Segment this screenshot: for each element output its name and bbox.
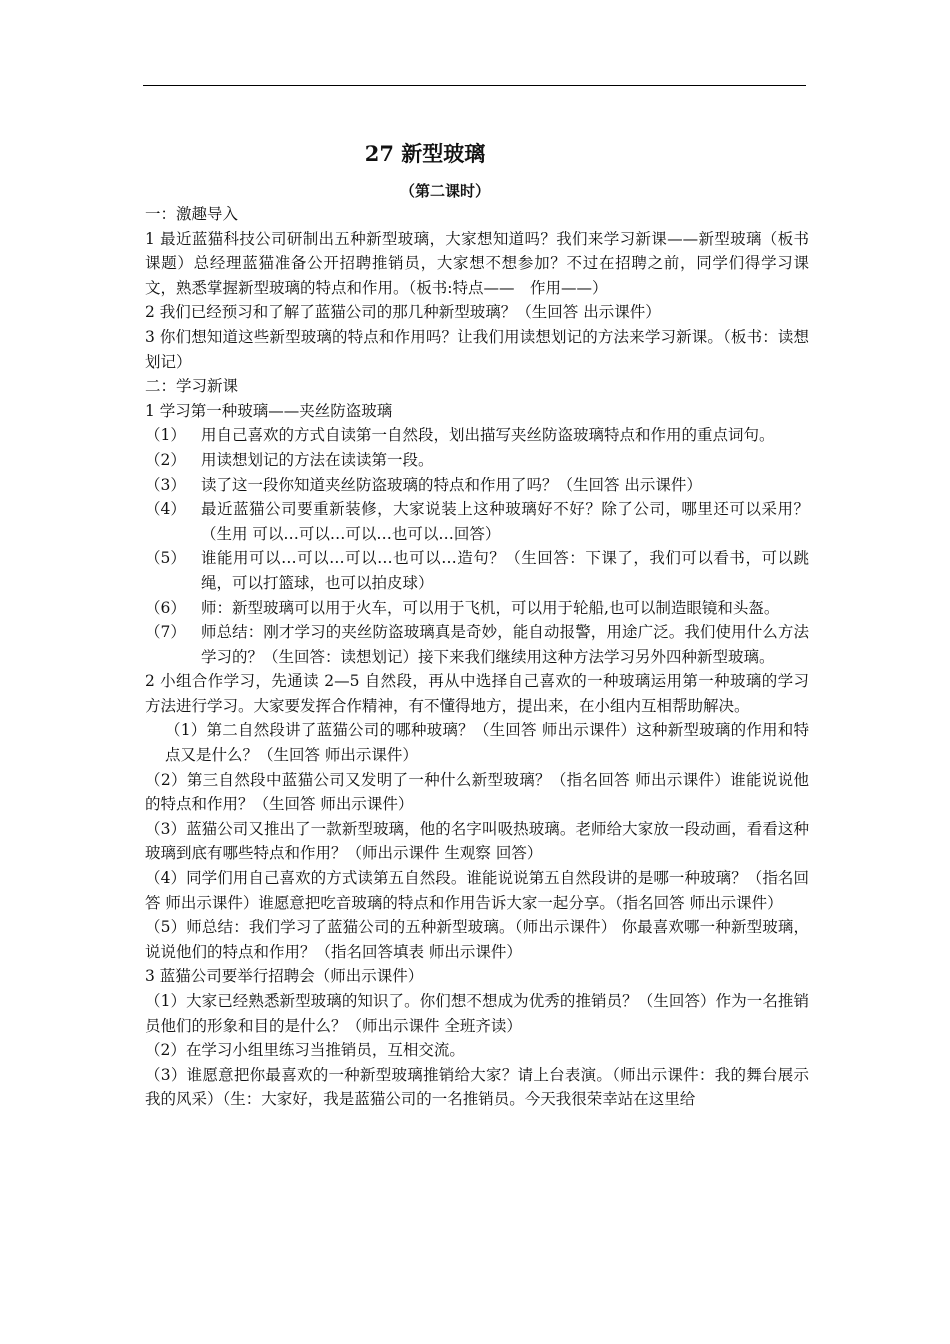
page-subtitle: （第二课时） bbox=[399, 182, 490, 200]
step-text: 谁能用可以…可以…可以…也可以…造句？（生回答：下课了，我们可以看书，可以跳绳，可以打篮球，也可以拍皮球） bbox=[201, 549, 809, 592]
paragraph: 2 小组合作学习，先通读 2—5 自然段，再从中选择自己喜欢的一种玻璃运用第一种玻璃的学习方法进行学习。大家要发挥合作精神，有不懂得地方，提出来，在小组内互相帮助解决。 bbox=[145, 672, 809, 715]
numbered-step bbox=[145, 596, 809, 621]
numbered-step bbox=[145, 423, 809, 448]
page-title: 27 新型玻璃 bbox=[364, 141, 486, 166]
section-heading-new-lesson: 二：学习新课 bbox=[145, 377, 239, 396]
step-number: （2） bbox=[145, 450, 186, 469]
numbered-step bbox=[145, 473, 809, 498]
header-rule bbox=[143, 85, 806, 86]
group-question: （3）蓝猫公司又推出了一款新型玻璃，他的名字叫吸热玻璃。老师给大家放一段动画，看看这种玻璃到底有哪些特点和作用？（师出示课件 生观察 回答） bbox=[145, 819, 809, 863]
step-number: （4） bbox=[145, 500, 186, 519]
hiring-step: （1）大家已经熟悉新型玻璃的知识了。你们想不想成为优秀的推销员？（生回答）作为一名推销员他们的形象和目的是什么？（师出示课件 全班齐读） bbox=[145, 992, 809, 1035]
hiring-step: （2）在学习小组里练习当推销员，互相交流。 bbox=[145, 1041, 465, 1060]
paragraph: 3 你们想知道这些新型玻璃的特点和作用吗？让我们用读想划记的方法来学习新课。（板书：读想划记） bbox=[145, 327, 809, 371]
step-text: 用读想划记的方法在读读第一段。 bbox=[201, 450, 434, 469]
paragraph: 1 学习第一种玻璃——夹丝防盗玻璃 bbox=[145, 401, 393, 420]
group-question: （5）师总结：我们学习了蓝猫公司的五种新型玻璃。（师出示课件） 你最喜欢哪一种新型玻璃，说说他们的特点和作用？（指名回答填表 师出示课件） bbox=[145, 918, 809, 961]
numbered-step bbox=[145, 497, 809, 546]
step-number: （7） bbox=[145, 623, 186, 642]
step-text: 师总结：刚才学习的夹丝防盗玻璃真是奇妙，能自动报警，用途广泛。我们使用什么方法学习的？（生回答：读想划记）接下来我们继续用这种方法学习另外四种新型玻璃。 bbox=[201, 623, 809, 666]
group-question: （4）同学们用自己喜欢的方式读第五自然段。谁能说说第五自然段讲的是哪一种玻璃？（指名回答 师出示课件）谁愿意把吃音玻璃的特点和作用告诉大家一起分享。（指名回答 师出示课件） bbox=[145, 869, 809, 912]
step-text: 师：新型玻璃可以用于火车，可以用于飞机，可以用于轮船,也可以制造眼镜和头盔。 bbox=[201, 598, 780, 617]
step-number: （1） bbox=[145, 426, 186, 445]
step-text: 最近蓝猫公司要重新装修，大家说装上这种玻璃好不好？除了公司，哪里还可以采用？（生用 可以…可以…可以…也可以…回答） bbox=[201, 500, 809, 543]
step-text: 用自己喜欢的方式自读第一自然段，划出描写夹丝防盗玻璃特点和作用的重点词句。 bbox=[201, 426, 775, 445]
step-number: （5） bbox=[145, 549, 186, 568]
section-heading-intro: 一：激趣导入 bbox=[145, 205, 239, 223]
hiring-step: （3）谁愿意把你最喜欢的一种新型玻璃推销给大家？请上台表演。（师出示课件：我的舞台展示我的风采）（生：大家好，我是蓝猫公司的一名推销员。今天我很荣幸站在这里给 bbox=[145, 1065, 809, 1109]
document-body bbox=[145, 202, 809, 1112]
paragraph: 3 蓝猫公司要举行招聘会（师出示课件） bbox=[145, 967, 424, 986]
paragraph: 2 我们已经预习和了解了蓝猫公司的那几种新型玻璃？（生回答 出示课件） bbox=[145, 303, 661, 322]
group-question: （2）第三自然段中蓝猫公司又发明了一种什么新型玻璃？（指名回答 师出示课件）谁能说说他的特点和作用？（生回答 师出示课件） bbox=[145, 770, 809, 814]
group-question: （1）第二自然段讲了蓝猫公司的哪种玻璃？（生回答 师出示课件）这种新型玻璃的作用和特点又是什么？（生回答 师出示课件） bbox=[165, 721, 809, 765]
paragraph: 1 最近蓝猫科技公司研制出五种新型玻璃，大家想知道吗？我们来学习新课——新型玻璃（板书课题）总经理蓝猫准备公开招聘推销员，大家想不想参加？不过在招聘之前，同学们得学习课文，熟悉掌握新型玻璃的特点和作用。（板书:特点—— 作用——） bbox=[145, 229, 809, 297]
numbered-step bbox=[145, 546, 809, 595]
step-text: 读了这一段你知道夹丝防盗玻璃的特点和作用了吗？（生回答 出示课件） bbox=[201, 475, 702, 494]
numbered-step bbox=[145, 620, 809, 669]
step-number: （6） bbox=[145, 598, 186, 617]
numbered-step bbox=[145, 448, 809, 473]
step-number: （3） bbox=[145, 475, 186, 494]
